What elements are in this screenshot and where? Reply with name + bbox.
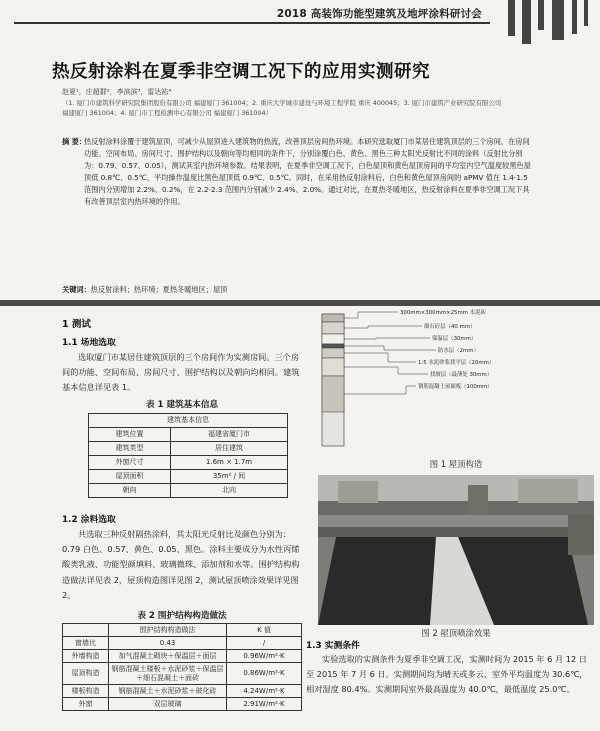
table-cell: 朝向	[89, 484, 171, 498]
layer-label: 300mm×300mm×25mm 水泥砖	[400, 310, 486, 316]
table-cell: 0.96W/m²·K	[227, 650, 302, 663]
table-1-caption: 表 1 建筑基本信息	[145, 400, 219, 410]
table-cell: 屋顶面积	[89, 470, 171, 484]
keywords-label: 关键词：	[62, 285, 91, 294]
section-1-1-heading: 1.1 场地选取	[62, 338, 116, 348]
section-1-3-heading: 1.3 实测条件	[306, 641, 360, 651]
figure-2-caption: 图 2 屋顶喷涂效果	[421, 628, 491, 638]
table-row	[63, 637, 302, 650]
table-row	[63, 663, 302, 685]
abstract	[62, 136, 534, 209]
table-2-col-header-1: 围护结构构造做法	[109, 624, 227, 637]
table-row	[89, 470, 288, 484]
table-row	[63, 698, 302, 711]
keywords	[62, 285, 532, 295]
roof-coating-photo	[318, 475, 594, 625]
table-cell: 楼板构造	[63, 685, 109, 698]
abstract-text: 热反射涂料涂覆于建筑屋顶，可减少从屋顶进入建筑物的热流，改善顶层房间热环境。本研究选取厦门市某居住建筑顶层的三个房间，在房间功能、空间布局、房间尺寸、围护结构以及朝向等均相同的条件下，分别涂覆白色、黄色、黑色三种太阳光反射比不同的涂料（反射比分别为：0.79、0.57、0.05），测试其室内热环境参数。结果表明，在夏季非空调工况下，白色屋顶和黄色屋顶房间的平均室内空气温度较黑色屋顶低 0.8℃、0.5℃，平均操作温度比黑色屋顶低 0.9℃、0.5℃。同时，在采用热反射涂料后，白色和黄色屋顶房间的 aPMV 值在 1.4-1.5 范围内分别增加 2.2%、0.2%，在 2.2-2.3 范围内分别减少 2.4%、2.0%。通过对比，在夏热冬暖地区，热反射涂料在夏季非空调工况下具有改善顶层室内热环境的作用。	[84, 137, 531, 207]
roof-structure-diagram	[318, 306, 594, 456]
table-cell: 建筑类型	[89, 442, 171, 456]
page-header	[0, 0, 600, 34]
table-cell: 外墙构造	[63, 650, 109, 663]
table-cell: 居住建筑	[171, 442, 288, 456]
section-1-heading: 1 测试	[62, 319, 91, 330]
table-cell: 双层玻璃	[109, 698, 227, 711]
section-1-3-text: 实验选取的实测条件为夏季非空调工况，实测时间为 2015 年 6 月 12 日至 2015 年 7 月 6 日。实测期间均为晴天或多云，室外平均温度为 30.6℃，相对湿度 80.4%。实测期间室外最高温度为 40.0℃，最低温度 25.0℃。	[306, 654, 588, 695]
table-cell: 0.86W/m²·K	[227, 663, 302, 685]
table-cell: 0.43	[109, 637, 227, 650]
table-cell: 北向	[171, 484, 288, 498]
table-cell: /	[227, 637, 302, 650]
table-row	[63, 685, 302, 698]
paper-title: 热反射涂料在夏季非空调工况下的应用实测研究	[52, 62, 430, 82]
table-2-col-header-2: K 值	[227, 624, 302, 637]
layer-label: 1:5 水泥砂浆找平层（20mm）	[418, 360, 495, 366]
table-cell: 外窗尺寸	[89, 456, 171, 470]
table-1-header: 建筑基本信息	[89, 414, 288, 428]
layer-label: 保温层（30mm）	[432, 336, 477, 342]
keywords-text: 热反射涂料；热环境；夏热冬暖地区；屋顶	[90, 285, 228, 294]
layer-label: 找坡层（最薄处 30mm）	[430, 372, 493, 378]
section-1-2-text: 共选取三种反射隔热涂料，其太阳光反射比及颜色分别为：0.79 白色、0.57、黄色、0.05、黑色。涂料主要成分为水性丙烯酸类乳液、功能型颜填料、玻璃微珠、添加剂和水等。围护结构构造做法详见表 2，屋顶构造图详见图 2，测试屋顶喷涂效果详见图 2。	[62, 529, 300, 600]
table-cell: 屋顶构造	[63, 663, 109, 685]
table-cell: 钢筋混凝土＋水泥砂浆＋玻化砖	[109, 685, 227, 698]
table-cell: 钢筋混凝土楼板＋水泥砂浆＋保温层＋细石混凝土＋面砖	[109, 663, 227, 685]
table-row	[89, 428, 288, 442]
table-cell: 外窗	[63, 698, 109, 711]
table-cell: 建筑位置	[89, 428, 171, 442]
table-row	[89, 456, 288, 470]
table-cell: 加气混凝土砌块＋保温层＋面层	[109, 650, 227, 663]
table-cell	[63, 624, 109, 637]
table-cell: 福建省厦门市	[171, 428, 288, 442]
paper-affiliation: （1. 厦门市建筑科学研究院集团股份有限公司 福建厦门 361004；2. 重庆大学城市建设与环境工程学院 重庆 400045；3. 厦门市建筑产业研究院有限公司 福建厦门 361004；4. 厦门市工程检测中心有限公司 福建厦门 361004）	[62, 99, 502, 117]
table-cell: 35m² / 间	[171, 470, 288, 484]
abstract-label: 摘 要：	[62, 137, 87, 146]
layer-label: 防水层（2mm）	[438, 348, 479, 354]
header-rule	[14, 22, 490, 24]
table-2	[62, 623, 302, 711]
table-row	[89, 484, 288, 498]
header-bars-decoration	[498, 0, 594, 44]
table-1	[88, 413, 288, 498]
section-1-1-text: 选取厦门市某居住建筑顶层的三个房间作为实测房间。三个房间的功能、空间布局、房间尺寸、围护结构以及朝向均相同。建筑基本信息详见表 1。	[62, 352, 300, 393]
table-row	[63, 650, 302, 663]
table-cell: 窗墙比	[63, 637, 109, 650]
table-cell: 2.91W/m²·K	[227, 698, 302, 711]
paper-authors: 赵夏¹，庄超群²，李滨滨³，雷达祐⁴	[62, 88, 172, 96]
table-cell: 4.24W/m²·K	[227, 685, 302, 698]
conference-title: 2018 高装饰功能型建筑及地坪涂料研讨会	[276, 8, 482, 20]
figure-1-caption: 图 1 屋顶构造	[429, 459, 483, 469]
table-row	[89, 442, 288, 456]
section-1-2-heading: 1.2 涂料选取	[62, 515, 116, 525]
layer-label: 细石砼层（40 mm）	[424, 324, 476, 330]
table-2-caption: 表 2 围护结构构造做法	[137, 611, 227, 621]
layer-label: 钢筋混凝土屋面板（100mm）	[418, 384, 493, 390]
table-cell: 1.6m × 1.7m	[171, 456, 288, 470]
